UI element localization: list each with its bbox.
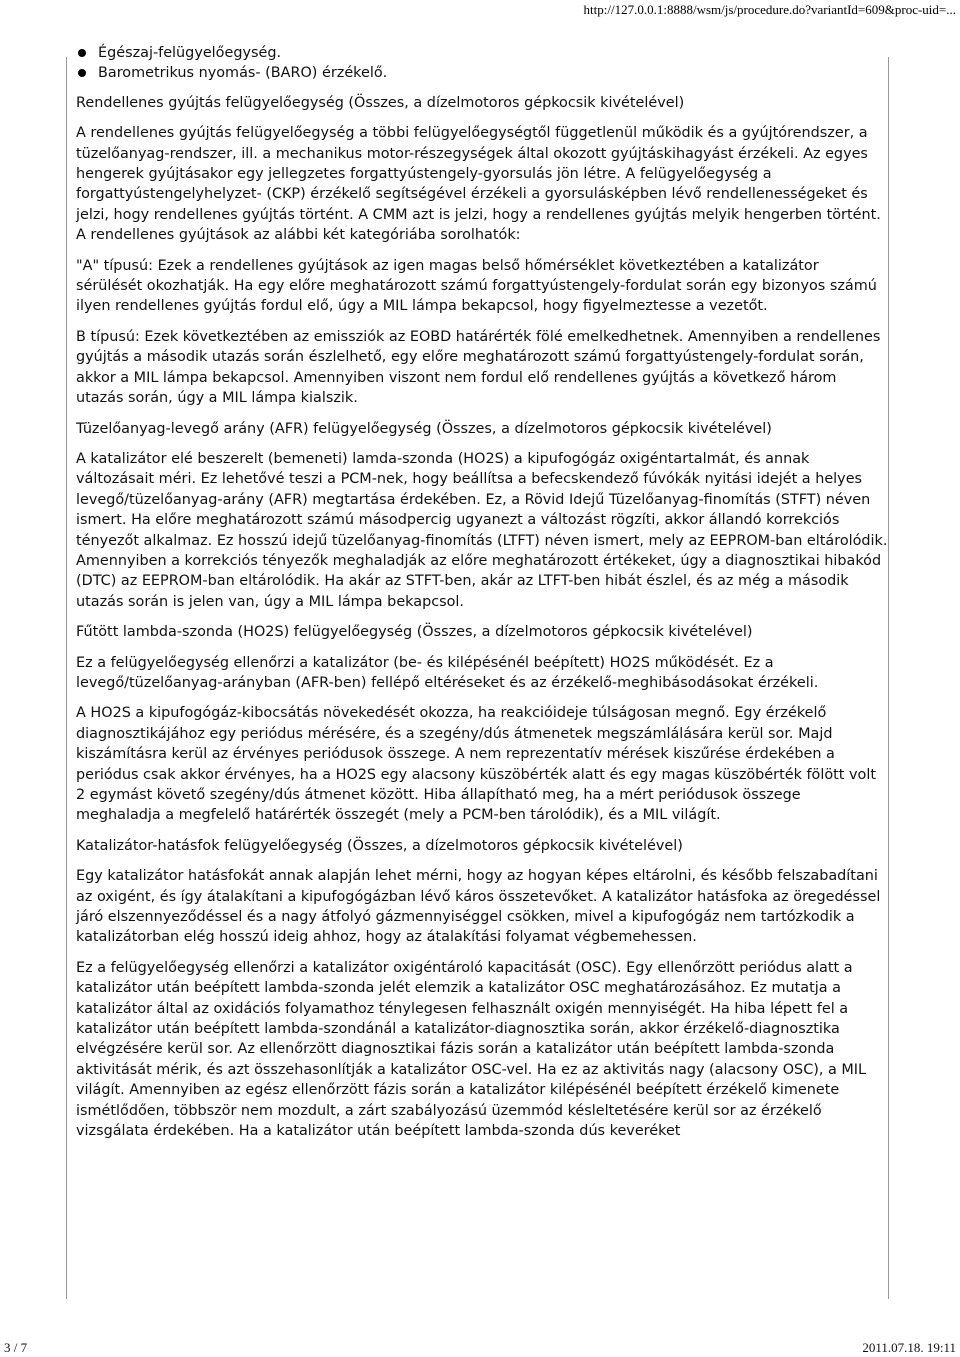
paragraph: "A" típusú: Ezek a rendellenes gyújtások az igen magas belső hőmérséklet következtében a katalizátor sérülését okozhatják. Ha egy előre meghatározott számú forgattyústengely-fordulat során egy bizonyos számú ilyen rendellenes gyújtás fordul elő, úgy a MIL lámpa bekapcsol, hogy figyelmeztesse a vezetőt. bbox=[76, 257, 877, 315]
frame-right-border bbox=[888, 57, 889, 1299]
paragraph: Ez a felügyelőegység ellenőrzi a katalizátor oxigéntároló kapacitását (OSC). Egy ellenőrzött periódus alatt a katalizátor után beépített lambda-szonda jelét elemzik a katalizátor OSC meghatározásához. Ez mutatja a katalizátor által az oxidációs folyamathoz ténylegesen felhasznált oxigén mennyiségét. Ha hiba lépett fel a katalizátor után beépített lambda-szondánál a katalizátor-diagnosztika során, akkor érzékelő-diagnosztika elvégzésére kerül sor. Az ellenőrzött diagnosztikai fázis során a katalizátor után beépített lambda-szonda aktivitását mérik, és azt összehasonlítják a katalizátor OSC-vel. Ha ez az aktivitás nagy (alacsony OSC), a MIL világít. Amennyiben az egész ellenőrzött fázis során a katalizátor kilépésénél beépített érzékelő kimenete ismétlődően, többször nem mozdult, a zárt szabályozású üzemmód késleltetésére kerül sor az érzékelő vizsgálata érdekében. Ha a katalizátor után beépített lambda-szonda dús keveréket bbox=[76, 959, 867, 1140]
list-item: Égészaj-felügyelőegység. bbox=[98, 43, 888, 63]
print-timestamp: 2011.07.18. 19:11 bbox=[862, 1340, 956, 1355]
section-misfire-monitor bbox=[76, 93, 888, 409]
paragraph: A HO2S a kipufogógáz-kibocsátás növekedését okozza, ha reakcióideje túlságosan megnő. Egy érzékelő diagnosztikájához egy periódus mérésére, és a szegény/dús átmenetek megszámlálására kerül sor. Majd kiszámításra kerül az érvényes periódusok összege. A nem reprezentatív mérések kiszűrése érdekében a periódus csak akkor érvényes, ha a HO2S egy alacsony küszöbérték alatt és egy magas küszöbérték fölött volt 2 egymást követő szegény/dús átmenet között. Hiba állapítható meg, ha a mért periódusok összege meghaladja a megfelelő határérték összegét (mely a PCM-ben tárolódik), és a MIL világít. bbox=[76, 705, 876, 824]
paragraph: Ez a felügyelőegység ellenőrzi a katalizátor (be- és kilépésénél beépített) HO2S működését. Ez a levegő/tüzelőanyag-arányban (AFR-ben) fellépő eltéréseket és az érzékelő-meghibásodásokat érzékeli. bbox=[76, 654, 819, 691]
section-heading: Fűtött lambda-szonda (HO2S) felügyelőegység (Összes, a dízelmotoros gépkocsik kivételével) bbox=[76, 624, 753, 641]
paragraph: A rendellenes gyújtás felügyelőegység a többi felügyelőegységtől függetlenül működik és a gyújtórendszer, a tüzelőanyag-rendszer, ill. a mechanikus motor-részegységek által okozott gyújtáskihagyást érzékeli. Az egyes hengerek gyújtásakor egy jellegzetes forgattyústengely-gyorsulás jön létre. A felügyelőegység a forgattyústengelyhelyzet- (CKP) érzékelő segítségével érzékeli a gyorsulásképben lévő rendellenességeket és jelzi, hogy rendellenes gyújtás történt. A CMM azt is jelzi, hogy a rendellenes gyújtás melyik hengerben történt. A rendellenes gyújtások az alábbi két kategóriába sorolhatók: bbox=[76, 125, 881, 244]
paragraph: A katalizátor elé beszerelt (bemeneti) lamda-szonda (HO2S) a kipufogógáz oxigéntartalmát, és annak változásait méri. Ez lehetővé teszi a PCM-nek, hogy beállítsa a befecskendező fúvókák nyitási idejét a helyes levegő/tüzelőanyag-arány (AFR) megtartása érdekében. Ez, a Rövid Idejű Tüzelőanyag-finomítás (STFT) néven ismert. Ha előre meghatározott számú másodpercig ugyanezt a változást rögzíti, akkor állandó korrekciós tényezőt alkalmaz. Ez hosszú idejű tüzelőanyag-finomítás (LTFT) néven ismert, mely az EEPROM-ban eltárolódik. Amennyiben a korrekciós tényezők meghaladják az előre meghatározott értékeket, úgy a diagnosztikai hibakód (DTC) az EEPROM-ban eltárolódik. Ha akár az STFT-ben, akár az LTFT-ben hibát észlel, és az még a második utazás során is jelen van, úgy a MIL lámpa bekapcsol. bbox=[76, 450, 888, 610]
bullet-list bbox=[76, 43, 888, 84]
section-ho2s-monitor bbox=[76, 622, 888, 826]
document-frame bbox=[66, 45, 888, 1299]
section-catalyst-monitor bbox=[76, 836, 888, 1142]
paragraph: Egy katalizátor hatásfokát annak alapján lehet mérni, hogy az hogyan képes eltárolni, és később felszabadítani az oxigént, és így átalakítani a kipufogógázban lévő káros összetevőket. A katalizátor hatásfoka az öregedéssel járó elszennyeződéssel és a nagy átfolyó gázmennyiséggel csökken, mivel a kipufogógáz nem tartózkodik a katalizátorban elég hosszú ideig ahhoz, hogy az átalakítási folyamat végbemehessen. bbox=[76, 868, 881, 946]
section-afr-monitor bbox=[76, 419, 888, 613]
section-heading: Rendellenes gyújtás felügyelőegység (Összes, a dízelmotoros gépkocsik kivételével) bbox=[76, 94, 685, 111]
page-number: 3 / 7 bbox=[4, 1340, 28, 1355]
paragraph: B típusú: Ezek következtében az emissziók az EOBD határérték fölé emelkedhetnek. Amennyiben a rendellenes gyújtás a második utazás során észlelhető, egy előre meghatározott számú forgattyústengely-fordulat során, akkor a MIL lámpa bekapcsol. Amennyiben viszont nem fordul elő rendellenes gyújtás a következő három utazás során, úgy a MIL lámpa kialszik. bbox=[76, 328, 881, 407]
list-item: Barometrikus nyomás- (BARO) érzékelő. bbox=[98, 63, 888, 83]
section-heading: Tüzelőanyag-levegő arány (AFR) felügyelőegység (Összes, a dízelmotoros gépkocsik kivételével) bbox=[76, 420, 772, 437]
page-url-header: http://127.0.0.1:8888/wsm/js/procedure.do?variantId=609&proc-uid=... bbox=[583, 2, 956, 17]
document-content bbox=[76, 43, 888, 1152]
section-heading: Katalizátor-hatásfok felügyelőegység (Összes, a dízelmotoros gépkocsik kivételével) bbox=[76, 837, 683, 854]
